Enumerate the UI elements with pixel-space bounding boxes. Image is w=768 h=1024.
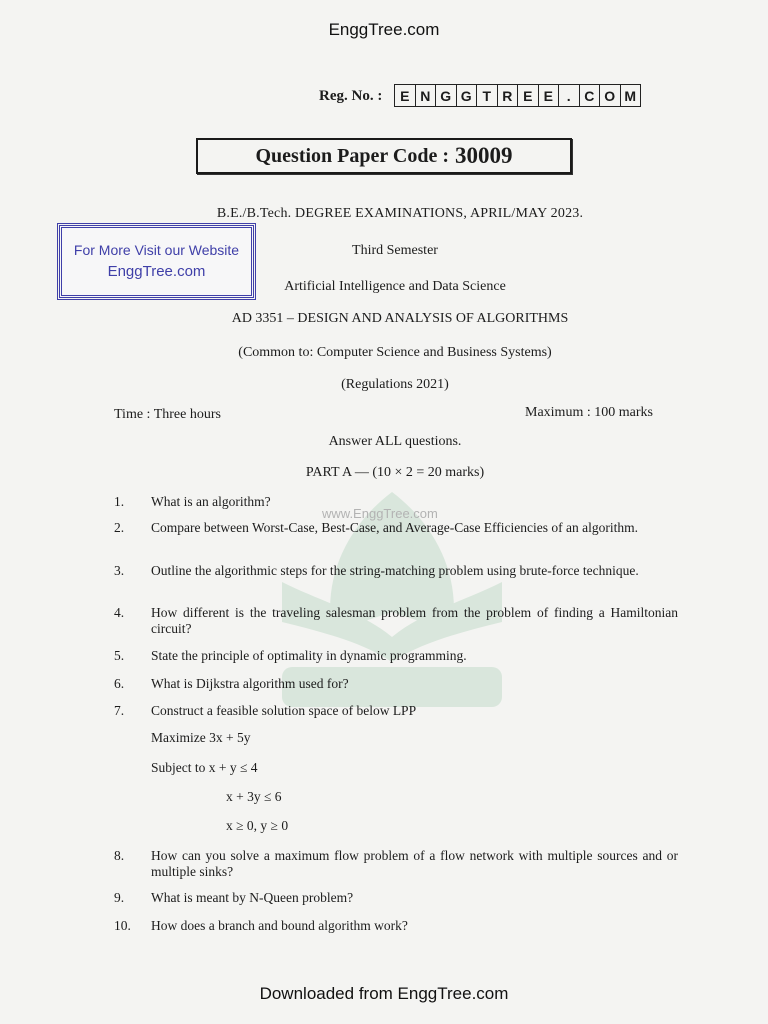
exam-regulations: (Regulations 2021): [341, 377, 449, 392]
reg-no-char: N: [416, 85, 437, 106]
exam-common-to: (Common to: Computer Science and Business Systems): [238, 345, 552, 360]
question-text: Construct a feasible solution space of below LPP: [151, 703, 417, 718]
question-text: State the principle of optimality in dynamic programming.: [151, 648, 467, 663]
question-paper-code-label: Question Paper Code :: [255, 144, 449, 167]
reg-no-char: C: [580, 85, 601, 106]
exam-instruction: Answer ALL questions.: [328, 434, 462, 449]
question-number: 4.: [114, 605, 125, 620]
exam-time: Time : Three hours: [114, 407, 221, 422]
question-text: What is Dijkstra algorithm used for?: [151, 676, 349, 691]
question-number: 6.: [114, 676, 125, 691]
reg-no-char: G: [457, 85, 478, 106]
question-paper-code-box: [196, 138, 572, 174]
question-text: Compare between Worst-Case, Best-Case, and Average-Case Efficiencies of an algorithm.: [151, 520, 639, 535]
reg-no-boxes: [394, 84, 641, 107]
reg-no-char: R: [498, 85, 519, 106]
reg-no-char: E: [395, 85, 416, 106]
reg-no-char: .: [559, 85, 580, 106]
promo-line2: EnggTree.com: [107, 263, 206, 280]
question-number: 10.: [114, 918, 131, 933]
question-text: What is meant by N-Queen problem?: [151, 890, 354, 905]
part-a-heading: PART A — (10 × 2 = 20 marks): [305, 465, 485, 480]
question-number: 2.: [114, 520, 125, 535]
question-text: How can you solve a maximum flow problem of a flow network with multiple sources and or multiple sinks?: [151, 848, 678, 879]
exam-semester: Third Semester: [352, 243, 438, 258]
reg-no-char: M: [624, 87, 637, 104]
watermark-url: www.EnggTree.com: [322, 506, 438, 521]
exam-title: B.E./B.Tech. DEGREE EXAMINATIONS, APRIL/MAY 2023.: [216, 206, 584, 221]
site-footer[interactable]: Downloaded from EnggTree.com: [259, 984, 509, 1003]
question-number: 3.: [114, 563, 125, 578]
lpp-constraint-2: x + 3y ≤ 6: [226, 789, 282, 804]
lpp-maximize: Maximize 3x + 5y: [151, 730, 251, 745]
question-number: 8.: [114, 848, 125, 863]
exam-department: Artificial Intelligence and Data Science: [284, 279, 506, 294]
question-text: How does a branch and bound algorithm work?: [151, 918, 408, 933]
reg-no-char: T: [477, 85, 498, 106]
question-paper-code: 30009: [455, 143, 513, 168]
question-number: 9.: [114, 890, 125, 905]
question-number: 7.: [114, 703, 125, 718]
reg-no-char: E: [539, 85, 560, 106]
reg-no-label: Reg. No. :: [319, 88, 383, 104]
question-number: 1.: [114, 494, 125, 509]
lpp-subject-to: Subject to x + y ≤ 4: [151, 760, 258, 775]
site-header[interactable]: EnggTree.com: [328, 20, 440, 39]
question-number: 5.: [114, 648, 125, 663]
exam-maximum-marks: Maximum : 100 marks: [525, 405, 653, 420]
reg-no-char: G: [436, 85, 457, 106]
question-text: How different is the traveling salesman problem from the problem of finding a Hamiltonian circuit?: [151, 605, 678, 636]
reg-no-char: E: [518, 85, 539, 106]
question-text: Outline the algorithmic steps for the string-matching problem using brute-force technique.: [151, 563, 639, 578]
reg-no-char: O: [600, 85, 621, 106]
lpp-constraint-3: x ≥ 0, y ≥ 0: [226, 818, 289, 833]
exam-course: AD 3351 – DESIGN AND ANALYSIS OF ALGORITHMS: [231, 311, 569, 326]
question-text: What is an algorithm?: [151, 494, 271, 509]
promo-line1: For More Visit our Website: [73, 242, 240, 258]
